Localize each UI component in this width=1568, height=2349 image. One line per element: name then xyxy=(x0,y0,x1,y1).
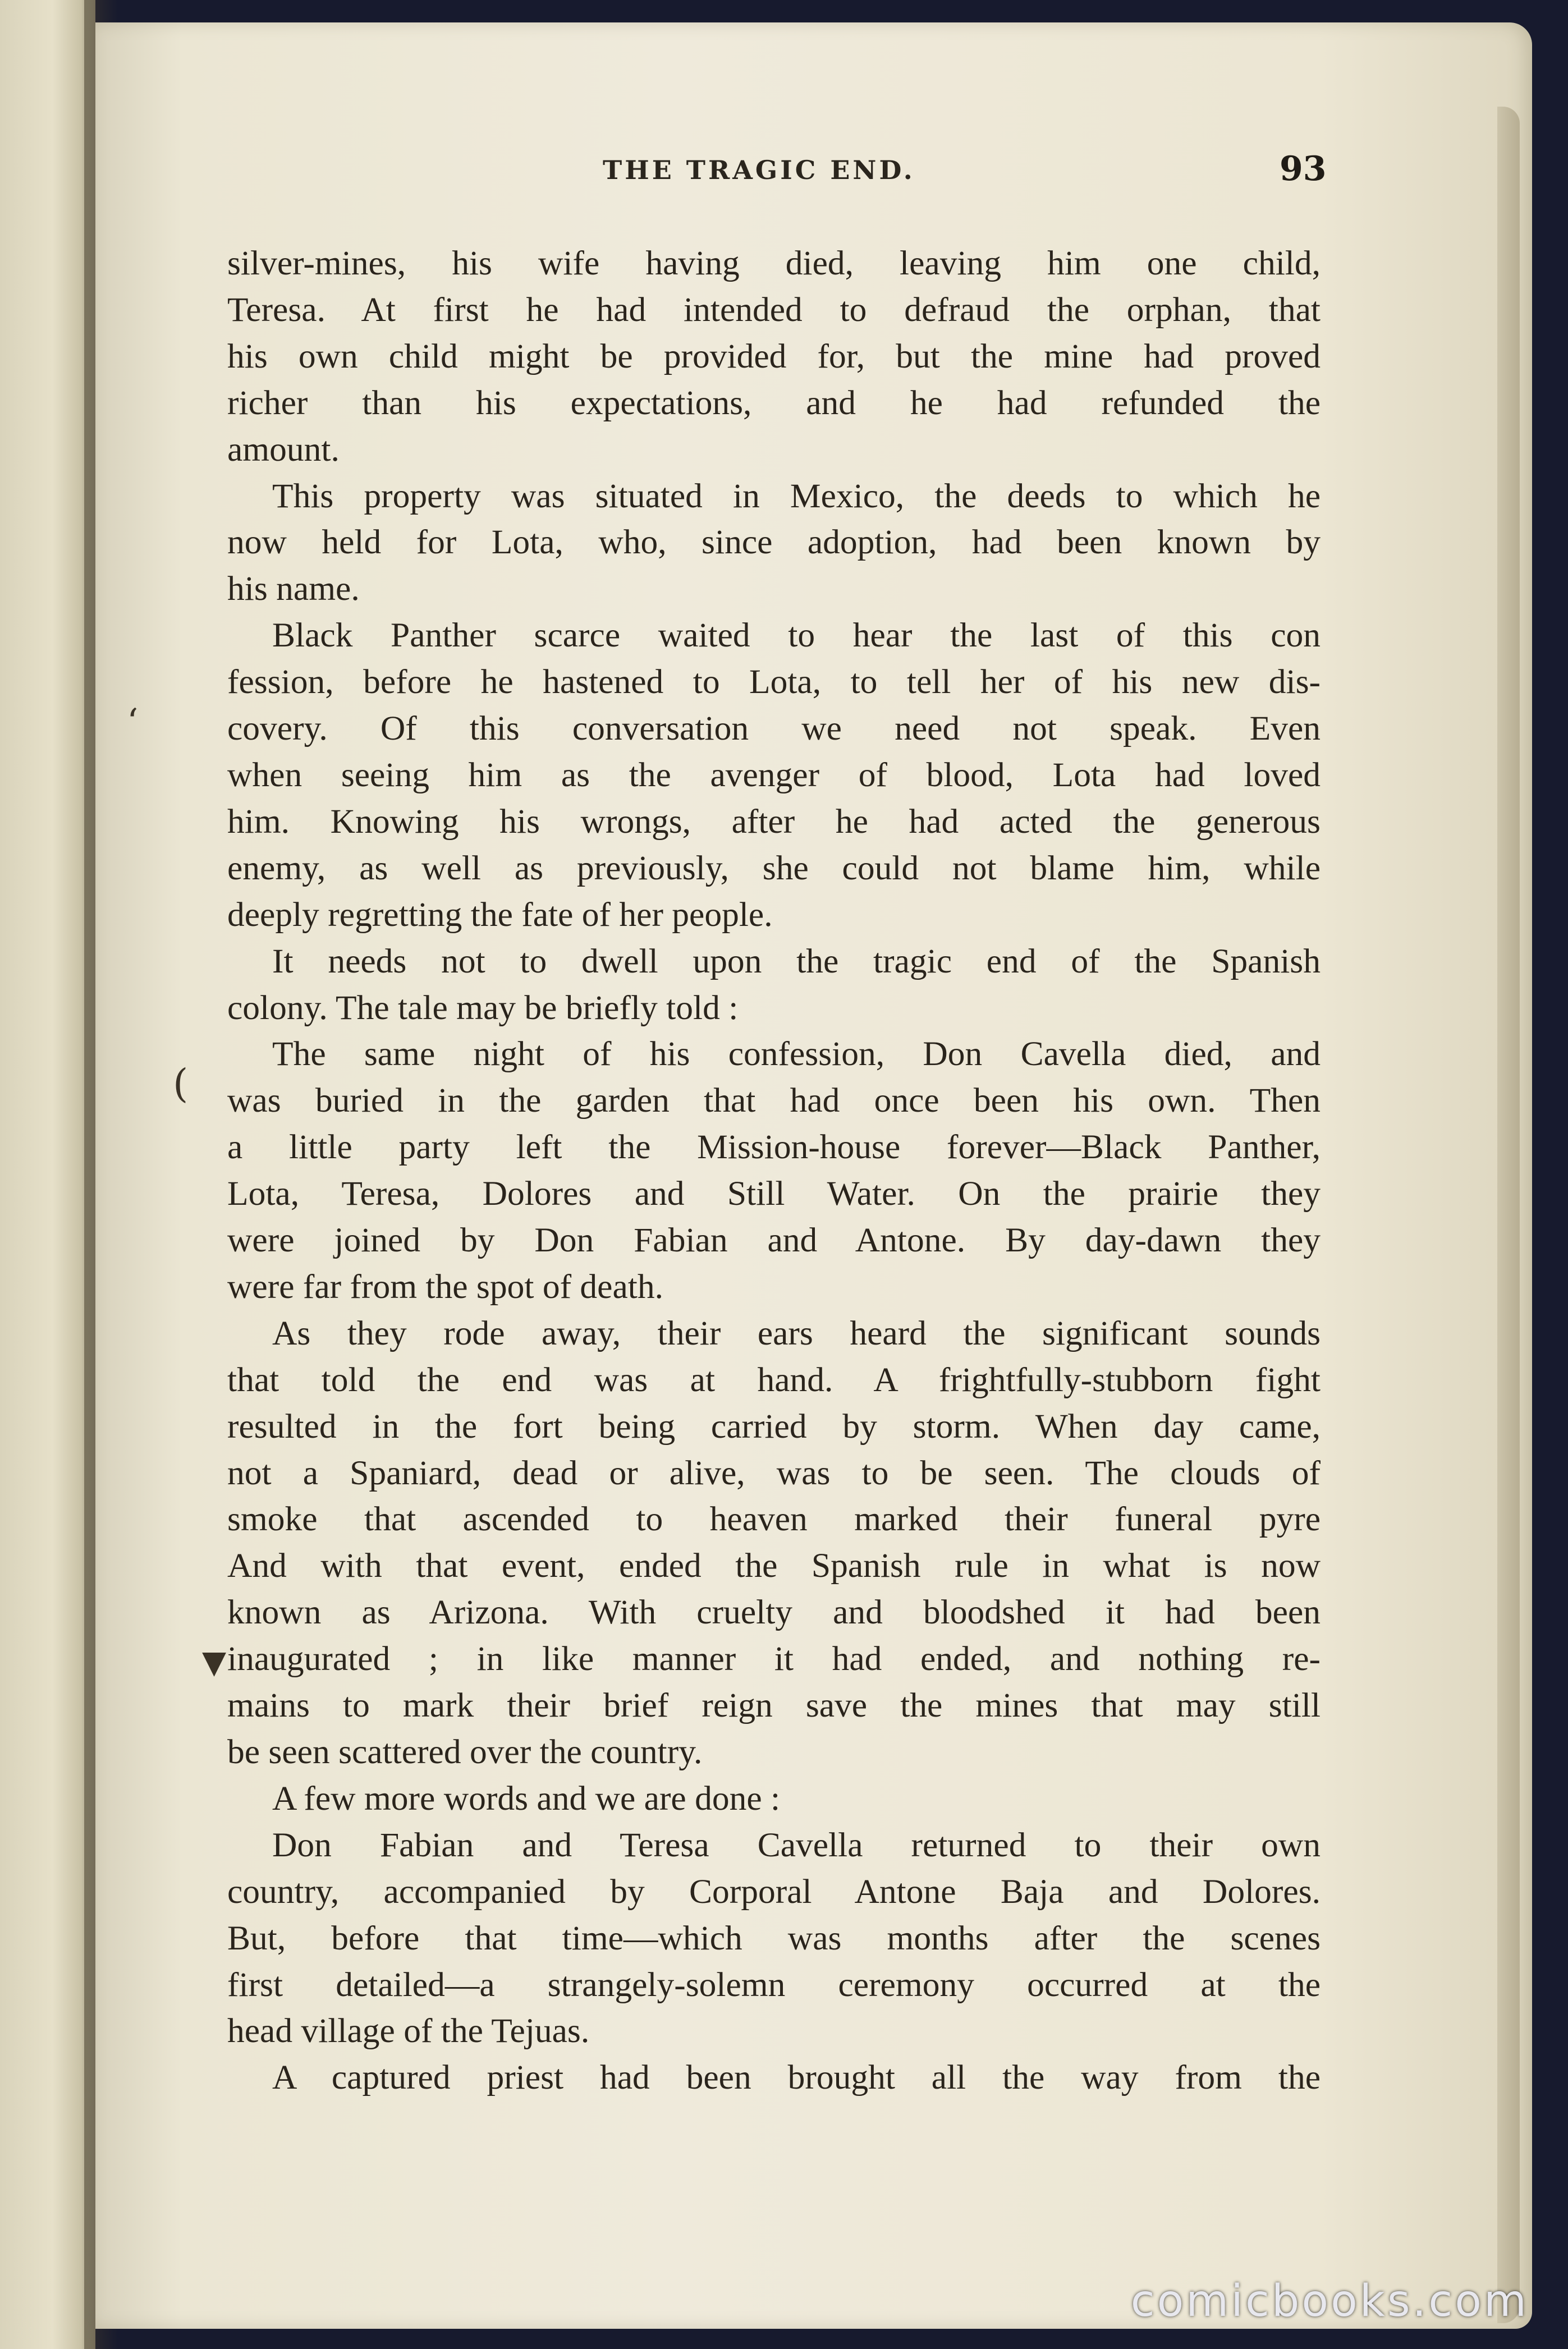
left-page-edge xyxy=(0,0,95,2349)
text-line: covery. Of this conversation we need not speak. Even xyxy=(227,709,1321,748)
text-line: now held for Lota, who, since adoption, had been known by xyxy=(227,523,1321,562)
text-line: richer than his expectations, and he had refunded the xyxy=(227,383,1321,422)
text-line: Black Panther scarce waited to hear the last of this con xyxy=(272,616,1321,655)
margin-mark: ‘ xyxy=(127,701,139,743)
text-line: first detailed—a strangely-solemn ceremony occurred at the xyxy=(227,1965,1321,2004)
text-line: Lota, Teresa, Dolores and Still Water. On the prairie they xyxy=(227,1174,1321,1213)
text-line: resulted in the fort being carried by storm. When day came, xyxy=(227,1407,1321,1446)
text-line: his own child might be provided for, but the mine had proved xyxy=(227,337,1321,375)
text-line: smoke that ascended to heaven marked their funeral pyre xyxy=(227,1500,1321,1539)
text-line: fession, before he hastened to Lota, to tell her of his new dis- xyxy=(227,663,1321,701)
watermark: comicbooks.com xyxy=(1130,2276,1529,2327)
text-line: colony. The tale may be briefly told : xyxy=(227,988,739,1027)
text-line: Teresa. At first he had intended to defraud the orphan, that xyxy=(227,290,1321,329)
page-number: 93 xyxy=(1280,149,1327,189)
text-line: This property was situated in Mexico, the deeds to which he xyxy=(272,476,1321,515)
text-line: country, accompanied by Corporal Antone Baja and Dolores. xyxy=(227,1872,1321,1911)
text-line: was buried in the garden that had once been his own. Then xyxy=(227,1081,1321,1120)
text-line: were joined by Don Fabian and Antone. By day-dawn they xyxy=(227,1221,1321,1260)
text-line: amount. xyxy=(227,430,340,469)
page-edge xyxy=(1497,107,1520,2323)
margin-mark: ( xyxy=(173,1061,189,1107)
text-line: not a Spaniard, dead or alive, was to be seen. The clouds of xyxy=(227,1453,1321,1492)
text-line: As they rode away, their ears heard the significant sounds xyxy=(272,1314,1321,1352)
text-line: enemy, as well as previously, she could not blame him, while xyxy=(227,848,1321,887)
text-line: that told the end was at hand. A frightfully-stubborn fight xyxy=(227,1360,1321,1399)
text-line: The same night of his confession, Don Cavella died, and xyxy=(272,1035,1321,1073)
text-line: be seen scattered over the country. xyxy=(227,1733,703,1771)
text-line: It needs not to dwell upon the tragic end of the Spanish xyxy=(272,942,1321,980)
text-line: silver-mines, his wife having died, leaving him one child, xyxy=(227,244,1321,282)
text-line: a little party left the Mission-house forever—Black Panther, xyxy=(227,1128,1321,1167)
text-line: A captured priest had been brought all the way from the xyxy=(272,2058,1321,2097)
margin-mark: ▼ xyxy=(202,1644,227,1681)
text-line: And with that event, ended the Spanish rule in what is now xyxy=(227,1547,1321,1585)
body-text xyxy=(227,240,1321,2101)
text-line: inaugurated ; in like manner it had ended, and nothing re- xyxy=(227,1640,1321,1678)
text-line: him. Knowing his wrongs, after he had acted the generous xyxy=(227,802,1321,841)
text-line: were far from the spot of death. xyxy=(227,1267,663,1306)
text-line: Don Fabian and Teresa Cavella returned to their own xyxy=(272,1825,1321,1864)
text-line: mains to mark their brief reign save the mines that may still xyxy=(227,1686,1321,1725)
text-line: deeply regretting the fate of her people. xyxy=(227,895,773,934)
text-line: his name. xyxy=(227,570,360,608)
text-line: But, before that time—which was months after the scenes xyxy=(227,1919,1321,1957)
text-line: known as Arizona. With cruelty and bloodshed it had been xyxy=(227,1593,1321,1632)
text-line: when seeing him as the avenger of blood, Lota had loved xyxy=(227,755,1321,794)
text-line: head village of the Tejuas. xyxy=(227,2012,590,2050)
text-line: A few more words and we are done : xyxy=(272,1779,781,1818)
running-head: THE TRAGIC END. xyxy=(603,155,915,185)
